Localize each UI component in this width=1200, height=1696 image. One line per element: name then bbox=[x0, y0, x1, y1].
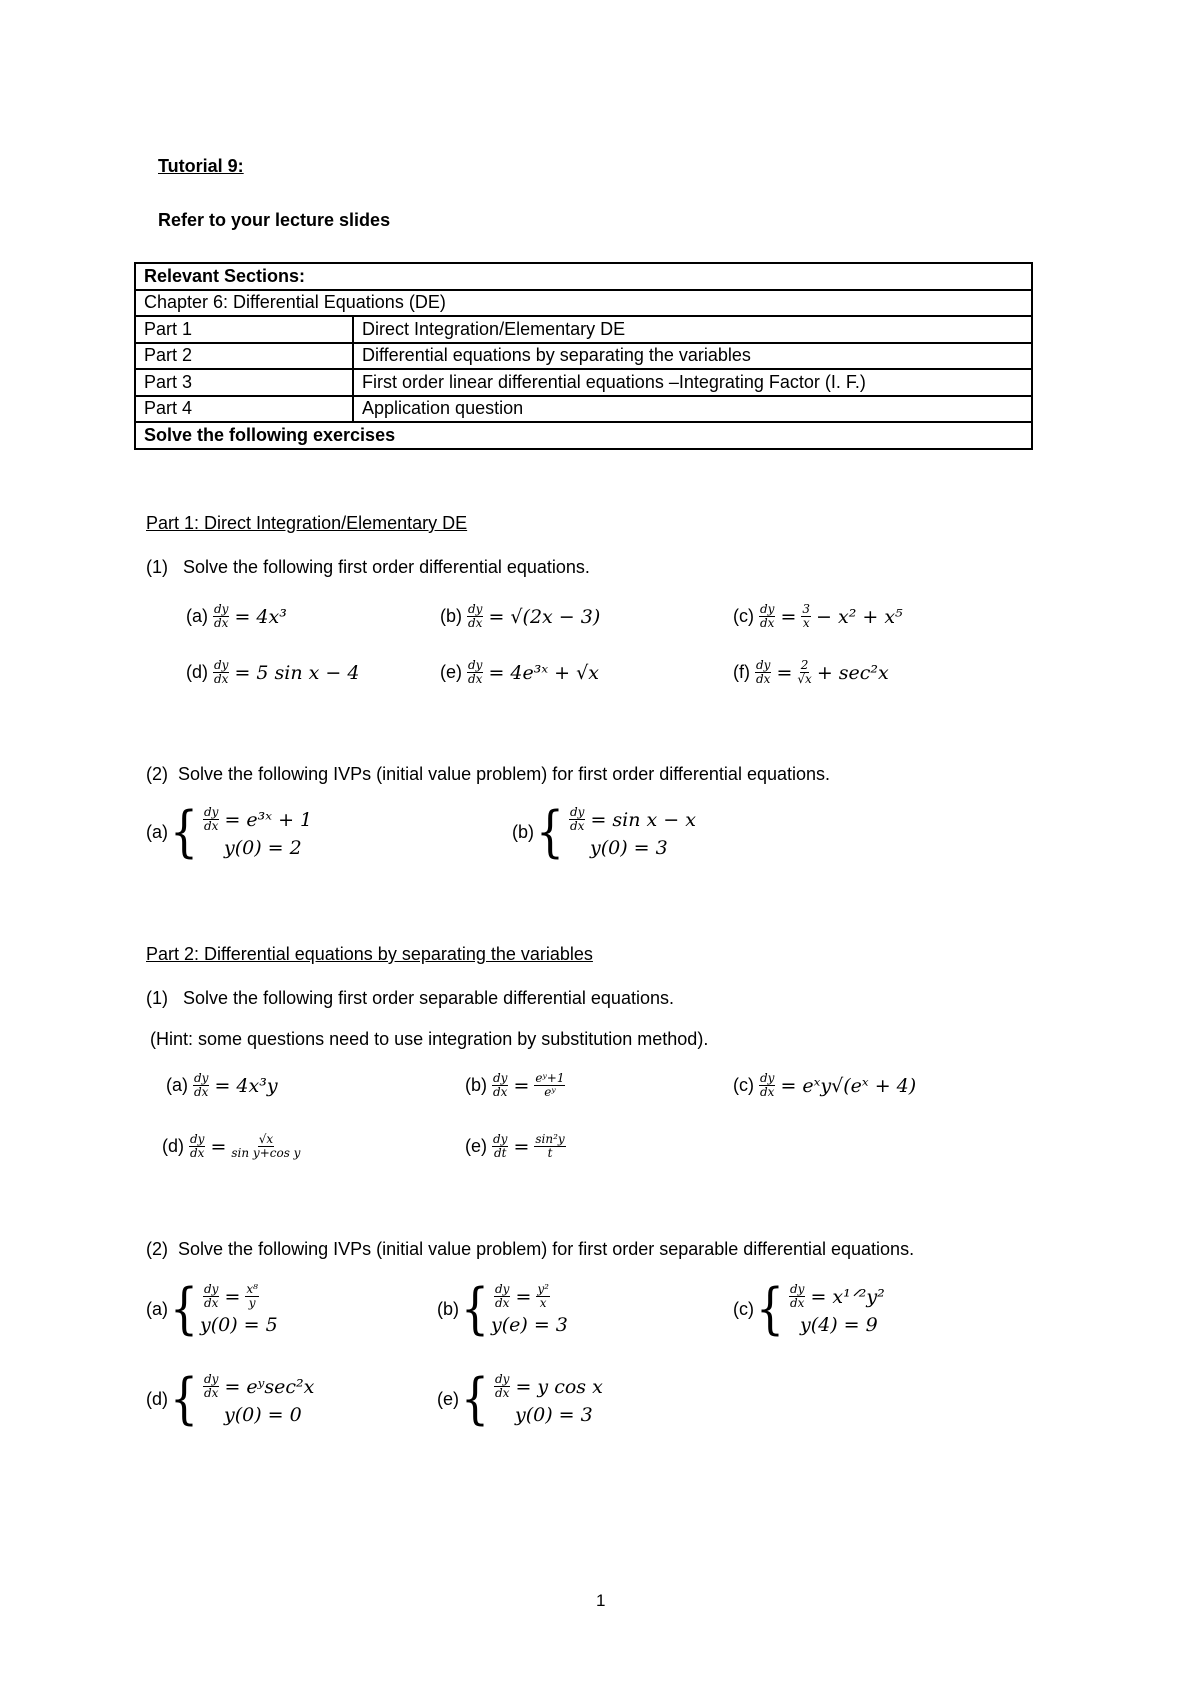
equals-sign: = bbox=[210, 1135, 227, 1158]
deriv-den: dx bbox=[204, 1386, 219, 1400]
ivp-system: (b) { $\frac{dy}{dx}$ = $\frac{\text{y²}}{x}$ y(e) = 3 bbox=[437, 1277, 568, 1341]
deriv-num: dy bbox=[495, 1282, 510, 1296]
part2-q2 bbox=[146, 1239, 914, 1260]
deriv-num: dy bbox=[495, 1372, 510, 1386]
equation-rhs: + sec²x bbox=[816, 661, 889, 684]
deriv-den: dx bbox=[570, 819, 585, 833]
deriv-num: dy bbox=[493, 1132, 508, 1146]
question-number: (2) bbox=[146, 764, 168, 784]
frac-num: √x bbox=[258, 1132, 274, 1146]
deriv-den: dx bbox=[756, 672, 771, 686]
equation-rhs: = e³ˣ + 1 bbox=[224, 808, 313, 831]
equals-sign: = bbox=[513, 1135, 530, 1158]
equation bbox=[465, 1072, 568, 1099]
equation-label: (a) bbox=[186, 606, 208, 626]
deriv-den: dx bbox=[468, 616, 483, 630]
deriv-den: dx bbox=[204, 819, 219, 833]
brace-icon: { bbox=[756, 1277, 784, 1341]
brace-icon: { bbox=[170, 1277, 198, 1341]
page-title: Tutorial 9: bbox=[158, 156, 244, 176]
equation-rhs: = eˣy√(eˣ + 4) bbox=[780, 1074, 917, 1097]
initial-condition: y(0) = 0 bbox=[224, 1404, 302, 1426]
deriv-num: dy bbox=[760, 1071, 775, 1085]
equation-label: (b) bbox=[512, 822, 534, 842]
deriv-num: dy bbox=[194, 1071, 209, 1085]
initial-condition: y(0) = 3 bbox=[515, 1404, 593, 1426]
part1-q1 bbox=[146, 557, 590, 578]
table-row bbox=[135, 316, 1032, 343]
equals-sign: = bbox=[780, 605, 797, 628]
topic-cell: Application question bbox=[353, 396, 1032, 423]
equation-label: (a) bbox=[146, 1299, 168, 1319]
ivp-system bbox=[146, 1367, 315, 1431]
equation-label: (d) bbox=[146, 1389, 168, 1409]
part-cell: Part 1 bbox=[135, 316, 353, 343]
ivp-system bbox=[512, 800, 696, 864]
equation bbox=[186, 603, 287, 630]
equals-sign: = bbox=[513, 1074, 530, 1097]
deriv-den: dx bbox=[760, 616, 775, 630]
part2-heading: Part 2: Differential equations by separating the variables bbox=[146, 944, 593, 964]
equation-rhs: = y cos x bbox=[515, 1375, 603, 1398]
deriv-den: dx bbox=[468, 672, 483, 686]
equation-label: (d) bbox=[186, 662, 208, 682]
initial-condition: y(0) = 2 bbox=[224, 837, 302, 859]
ivp-system bbox=[733, 1277, 885, 1341]
equation-label: (d) bbox=[162, 1136, 184, 1156]
equation-rhs: = √(2x − 3) bbox=[488, 605, 601, 628]
equation-rhs: = eʸsec²x bbox=[224, 1375, 315, 1398]
question-text: Solve the following IVPs (initial value problem) for first order separable differential equations. bbox=[178, 1239, 915, 1259]
equation-rhs: = 4e³ˣ + √x bbox=[488, 661, 599, 684]
equation-label: (c) bbox=[733, 1075, 754, 1095]
question-text: Solve the following first order separable differential equations. bbox=[183, 988, 674, 1008]
table-footer: Solve the following exercises bbox=[135, 422, 1032, 449]
equation bbox=[186, 659, 359, 686]
page-number: 1 bbox=[596, 1591, 606, 1610]
table-row bbox=[135, 369, 1032, 396]
brace-icon: { bbox=[536, 800, 564, 864]
initial-condition: y(0) = 3 bbox=[590, 837, 668, 859]
topic-cell: Direct Integration/Elementary DE bbox=[353, 316, 1032, 343]
ivp-system bbox=[146, 800, 313, 864]
part1-q2 bbox=[146, 764, 830, 785]
frac-num: 2 bbox=[800, 658, 809, 672]
deriv-den: dx bbox=[760, 1085, 775, 1099]
equation-rhs: = x¹ᐟ²y² bbox=[810, 1285, 885, 1308]
equation-label: (a) bbox=[166, 1075, 188, 1095]
table-row bbox=[135, 343, 1032, 370]
part1-heading: Part 1: Direct Integration/Elementary DE bbox=[146, 513, 468, 533]
part2-q1 bbox=[146, 988, 674, 1009]
deriv-num: dy bbox=[214, 658, 229, 672]
equation bbox=[733, 659, 889, 686]
frac-num: y² bbox=[537, 1282, 549, 1296]
deriv-num: dy bbox=[760, 602, 775, 616]
equation bbox=[440, 603, 600, 630]
table-heading: Relevant Sections: bbox=[135, 263, 1032, 290]
equation-rhs: = 5 sin x − 4 bbox=[234, 661, 360, 684]
equation bbox=[733, 603, 903, 630]
equation-label: (e) bbox=[440, 662, 462, 682]
table-row bbox=[135, 396, 1032, 423]
ivp-system: (a) { $\frac{dy}{dx}$ = $\frac{\text{x⁸}}{y}$ y(0) = 5 bbox=[146, 1277, 278, 1341]
deriv-num: dy bbox=[570, 805, 585, 819]
frac-den: √x bbox=[797, 672, 812, 686]
brace-icon: { bbox=[170, 800, 198, 864]
deriv-num: dy bbox=[756, 658, 771, 672]
question-number: (1) bbox=[146, 988, 168, 1008]
brace-icon: { bbox=[461, 1277, 489, 1341]
equals-sign: = bbox=[776, 661, 793, 684]
deriv-den: dt bbox=[493, 1146, 507, 1160]
equation-label: (c) bbox=[733, 606, 754, 626]
frac-den: x bbox=[802, 616, 810, 630]
topic-cell: First order linear differential equations –Integrating Factor (I. F.) bbox=[353, 369, 1032, 396]
question-text: Solve the following first order differential equations. bbox=[183, 557, 590, 577]
part2-hint: (Hint: some questions need to use integration by substitution method). bbox=[150, 1029, 709, 1049]
equation bbox=[465, 1133, 569, 1160]
initial-condition: y(e) = 3 bbox=[491, 1314, 568, 1336]
equation bbox=[162, 1133, 303, 1160]
ivp-system bbox=[437, 1367, 603, 1431]
equation-rhs: − x² + x⁵ bbox=[816, 605, 903, 628]
deriv-num: dy bbox=[493, 1071, 508, 1085]
question-text: Solve the following IVPs (initial value problem) for first order differential equations. bbox=[178, 764, 831, 784]
equation-rhs: = 4x³y bbox=[214, 1074, 278, 1097]
equation-label: (e) bbox=[437, 1389, 459, 1409]
deriv-den: dx bbox=[214, 616, 229, 630]
equation-label: (b) bbox=[440, 606, 462, 626]
equation bbox=[733, 1072, 916, 1099]
equation bbox=[440, 659, 599, 686]
part-cell: Part 3 bbox=[135, 369, 353, 396]
sections-table bbox=[134, 262, 1033, 450]
deriv-num: dy bbox=[468, 658, 483, 672]
part-cell: Part 4 bbox=[135, 396, 353, 423]
deriv-num: dy bbox=[468, 602, 483, 616]
frac-num: sin²y bbox=[535, 1132, 565, 1146]
deriv-den: dx bbox=[495, 1296, 510, 1310]
initial-condition: y(0) = 5 bbox=[200, 1314, 278, 1336]
question-number: (2) bbox=[146, 1239, 168, 1259]
deriv-den: dx bbox=[214, 672, 229, 686]
frac-den: y bbox=[248, 1296, 256, 1310]
equation-rhs: = 4x³ bbox=[234, 605, 287, 628]
equation-rhs: = sin x − x bbox=[590, 808, 696, 831]
equation-label: (f) bbox=[733, 662, 750, 682]
part-cell: Part 2 bbox=[135, 343, 353, 370]
frac-den: eʸ bbox=[544, 1085, 556, 1099]
equation-label: (b) bbox=[465, 1075, 487, 1095]
deriv-den: dx bbox=[790, 1296, 805, 1310]
equation bbox=[166, 1072, 278, 1099]
equation-label: (a) bbox=[146, 822, 168, 842]
deriv-num: dy bbox=[204, 1282, 219, 1296]
page-subtitle: Refer to your lecture slides bbox=[158, 210, 391, 230]
deriv-den: dx bbox=[495, 1386, 510, 1400]
frac-num: eʸ+1 bbox=[535, 1071, 565, 1085]
topic-cell: Differential equations by separating the variables bbox=[353, 343, 1032, 370]
deriv-num: dy bbox=[190, 1132, 205, 1146]
brace-icon: { bbox=[170, 1367, 198, 1431]
question-number: (1) bbox=[146, 557, 168, 577]
initial-condition: y(4) = 9 bbox=[800, 1314, 878, 1336]
frac-den: sin y+cos y bbox=[231, 1146, 301, 1160]
table-chapter: Chapter 6: Differential Equations (DE) bbox=[135, 290, 1032, 317]
frac-num: x⁸ bbox=[246, 1282, 258, 1296]
deriv-num: dy bbox=[204, 805, 219, 819]
equation-label: (b) bbox=[437, 1299, 459, 1319]
deriv-den: dx bbox=[493, 1085, 508, 1099]
deriv-num: dy bbox=[204, 1372, 219, 1386]
frac-den: x bbox=[539, 1296, 547, 1310]
deriv-den: dx bbox=[204, 1296, 219, 1310]
frac-den: t bbox=[547, 1146, 553, 1160]
deriv-num: dy bbox=[214, 602, 229, 616]
deriv-den: dx bbox=[190, 1146, 205, 1160]
equation-label: (c) bbox=[733, 1299, 754, 1319]
deriv-den: dx bbox=[194, 1085, 209, 1099]
equation-label: (e) bbox=[465, 1136, 487, 1156]
deriv-num: dy bbox=[790, 1282, 805, 1296]
frac-num: 3 bbox=[802, 602, 811, 616]
brace-icon: { bbox=[461, 1367, 489, 1431]
